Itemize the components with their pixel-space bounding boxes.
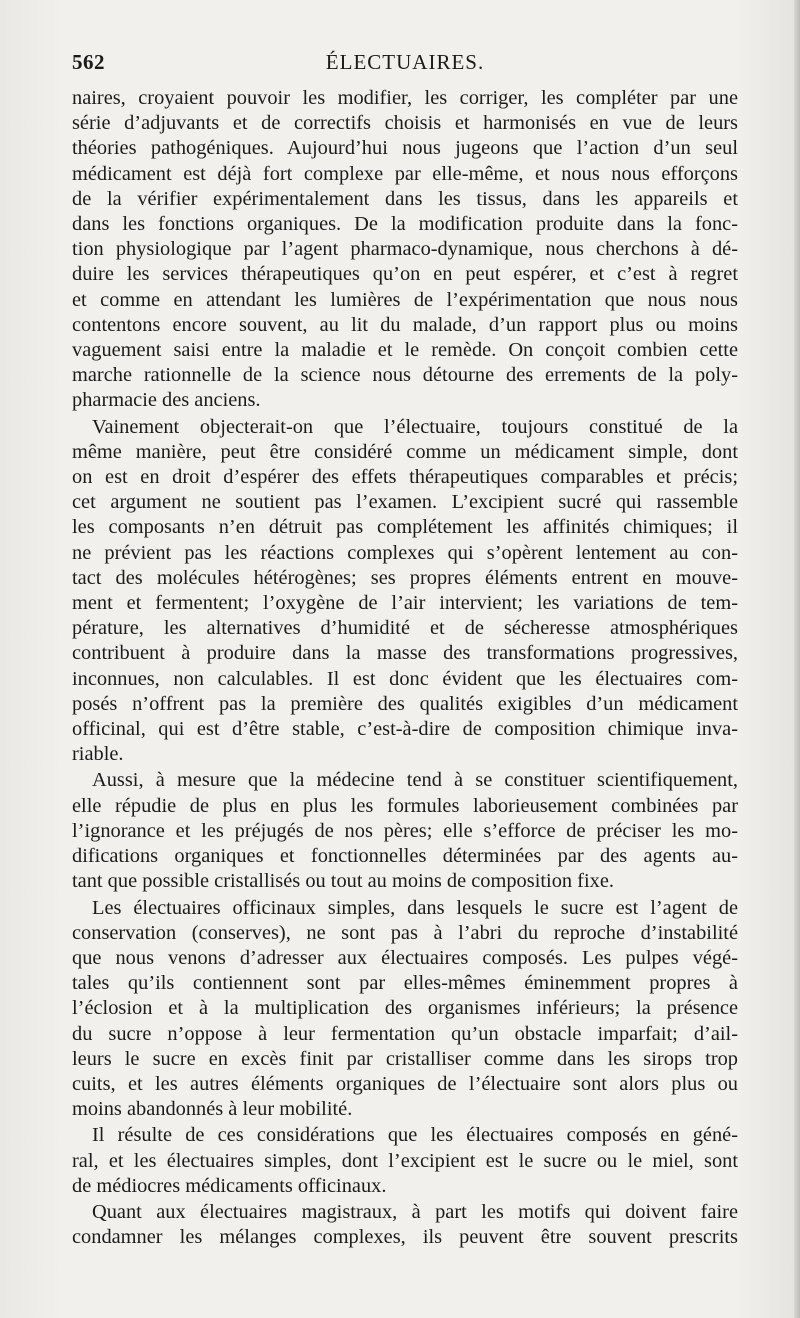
text-line: difications organiques et fonctionnelles déterminées par des agents au- — [72, 845, 738, 867]
page-number: 562 — [72, 50, 105, 74]
text-line: moins abandonnés à leur mobilité. — [72, 1098, 353, 1121]
text-line: tales qu’ils contiennent sont par elles-mêmes éminemment propres à — [72, 972, 738, 995]
text-line: tact des molécules hétérogènes; ses propres éléments entrent en mouve- — [72, 566, 738, 589]
text-line: cuits, et les autres éléments organiques de l’électuaire sont alors plus ou — [72, 1072, 738, 1095]
text-line: on est en droit d’espérer des effets thérapeutiques comparables et précis; — [72, 466, 738, 488]
text-line: marche rationnelle de la science nous détourne des errements de la poly- — [72, 364, 738, 387]
text-line: inconnues, non calculables. Il est donc évident que les électuaires com- — [72, 667, 738, 690]
text-line: vaguement saisi entre la maladie et le remède. On conçoit combien cette — [72, 338, 738, 361]
text-line: et comme en attendant les lumières de l’expérimentation que nous nous — [72, 288, 738, 311]
text-line: tion physiologique par l’agent pharmaco-dynamique, nous cherchons à dé- — [72, 238, 738, 261]
text-line: l’éclosion et à la multiplication des organismes inférieurs; la présence — [72, 997, 738, 1020]
paragraph-first-line: Aussi, à mesure que la médecine tend à se constituer scientifiquement, — [92, 769, 738, 792]
text-line: tant que possible cristallisés ou tout au moins de composition fixe. — [72, 870, 614, 893]
body-text — [72, 86, 738, 1251]
text-line: que nous venons d’adresser aux électuaires composés. Les pulpes végé- — [72, 946, 738, 969]
text-line: pérature, les alternatives d’humidité et de sécheresse atmosphériques — [72, 617, 738, 640]
running-title: ÉLECTUAIRES. — [325, 50, 485, 74]
paragraph-first-line: Vainement objecterait-on que l’électuaire, toujours constitué de la — [92, 415, 738, 438]
text-line: ment et fermentent; l’oxygène de l’air intervient; les variations de tem- — [72, 591, 738, 614]
text-line: riable. — [72, 743, 124, 766]
page-edge-shadow — [794, 0, 800, 1318]
text-line: pharmacie des anciens. — [72, 389, 261, 412]
text-line: les composants n’en détruit pas complétement les affinités chimiques; il — [72, 516, 738, 539]
text-line: l’ignorance et les préjugés de nos pères; elle s’efforce de préciser les mo- — [72, 819, 738, 842]
text-line: leurs le sucre en excès finit par cristalliser comme dans les sirops trop — [72, 1047, 738, 1070]
text-line: ne prévient pas les réactions complexes qui s’opèrent lentement au con- — [72, 541, 738, 564]
text-line: officinal, qui est d’être stable, c’est-à-dire de composition chimique inva- — [72, 717, 738, 740]
paragraph-first-line: Les électuaires officinaux simples, dans lesquels le sucre est l’agent de — [92, 896, 738, 919]
text-line: posés n’offrent pas la première des qualités exigibles d’un médicament — [72, 692, 738, 715]
paragraph-first-line: Il résulte de ces considérations que les électuaires composés en géné- — [92, 1124, 738, 1147]
text-line: de médiocres médicaments officinaux. — [72, 1174, 387, 1197]
text-line: série d’adjuvants et de correctifs choisis et harmonisés en vue de leurs — [72, 112, 738, 135]
text-line: théories pathogéniques. Aujourd’hui nous jugeons que l’action d’un seul — [72, 137, 738, 160]
running-header — [72, 46, 738, 80]
text-line: cet argument ne soutient pas l’examen. L’excipient sucré qui rassemble — [72, 491, 738, 514]
text-line: du sucre n’oppose à leur fermentation qu’un obstacle imparfait; d’ail- — [72, 1022, 738, 1045]
text-line: ral, et les électuaires simples, dont l’excipient est le sucre ou le miel, sont — [72, 1149, 738, 1172]
text-line: médicament est déjà fort complexe par elle-même, et nous nous efforçons — [72, 162, 738, 185]
text-line: naires, croyaient pouvoir les modifier, les corriger, les compléter par une — [72, 87, 738, 109]
text-line: duire les services thérapeutiques qu’on en peut espérer, et c’est à regret — [72, 263, 738, 286]
text-line: conservation (conserves), ne sont pas à l’abri du reproche d’instabilité — [72, 921, 738, 944]
text-line: de la vérifier expérimentalement dans les tissus, dans les appareils et — [72, 187, 738, 210]
text-line: dans les fonctions organiques. De la modification produite dans la fonc- — [72, 212, 738, 235]
text-line: elle répudie de plus en plus les formules laborieusement combinées par — [72, 794, 738, 817]
text-line: contentons encore souvent, au lit du malade, d’un rapport plus ou moins — [72, 313, 738, 336]
text-line: même manière, peut être considéré comme un médicament simple, dont — [72, 440, 738, 463]
text-line: contribuent à produire dans la masse des transformations progressives, — [72, 642, 738, 665]
paragraph-first-line: Quant aux électuaires magistraux, à part les motifs qui doivent faire — [92, 1201, 738, 1224]
text-line: condamner les mélanges complexes, ils peuvent être souvent prescrits — [72, 1226, 738, 1249]
